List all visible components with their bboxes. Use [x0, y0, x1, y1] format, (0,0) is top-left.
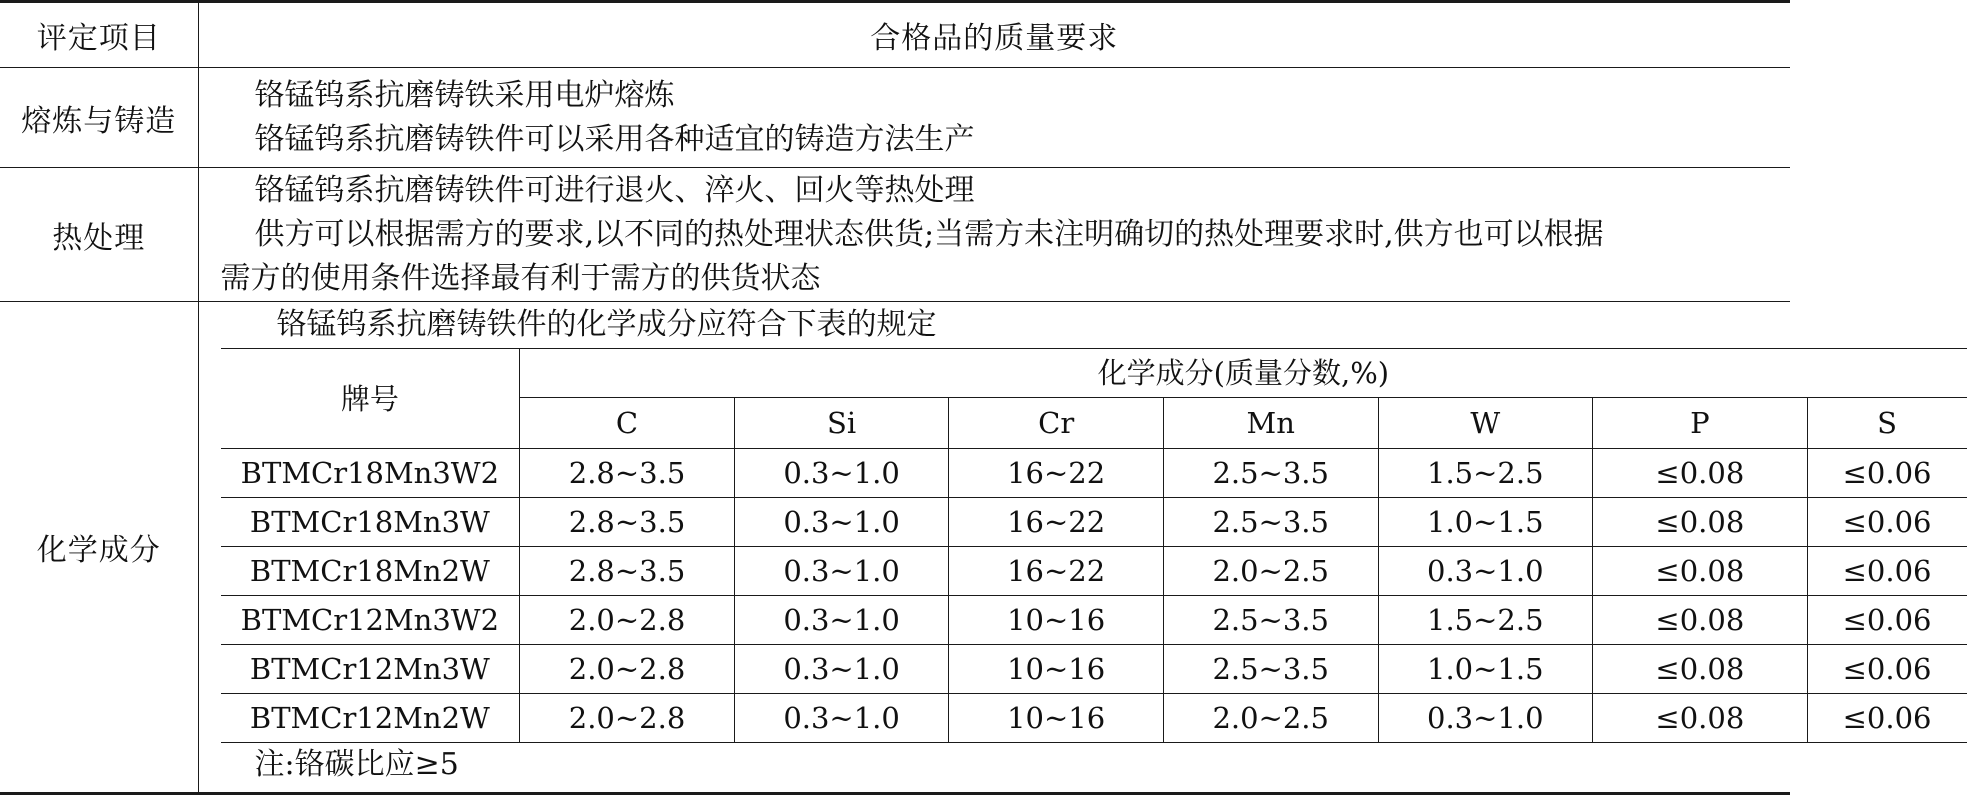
value-cell-c: 2.8~3.5: [520, 449, 735, 498]
table-row: [221, 449, 1967, 498]
heat-treatment-line-3: 需方的使用条件选择最有利于需方的供货状态: [220, 260, 821, 296]
value-cell-w: 1.0~1.5: [1378, 498, 1593, 547]
value-cell-cr: 10~16: [949, 694, 1164, 743]
value-cell-c: 2.8~3.5: [520, 498, 735, 547]
table-row: [221, 645, 1967, 694]
value-cell-mn: 2.0~2.5: [1163, 694, 1378, 743]
value-cell-mn: 2.5~3.5: [1163, 645, 1378, 694]
value-cell-mn: 2.5~3.5: [1163, 596, 1378, 645]
value-cell-w: 1.5~2.5: [1378, 596, 1593, 645]
value-cell-p: ≤0.08: [1593, 547, 1808, 596]
grade-cell: BTMCr18Mn3W: [221, 498, 520, 547]
value-cell-cr: 10~16: [949, 645, 1164, 694]
grade-cell: BTMCr12Mn2W: [221, 694, 520, 743]
composition-table: [221, 348, 1967, 743]
value-cell-si: 0.3~1.0: [734, 547, 949, 596]
value-cell-p: ≤0.08: [1593, 645, 1808, 694]
table-row: [221, 596, 1967, 645]
element-header-w: W: [1378, 398, 1593, 449]
element-header-si: Si: [734, 398, 949, 449]
smelting-content: [198, 68, 1790, 168]
value-cell-mn: 2.5~3.5: [1163, 498, 1378, 547]
value-cell-mn: 2.0~2.5: [1163, 547, 1378, 596]
value-cell-si: 0.3~1.0: [734, 694, 949, 743]
value-cell-cr: 10~16: [949, 596, 1164, 645]
smelting-line-2: 铬锰钨系抗磨铸铁件可以采用各种适宜的铸造方法生产: [254, 121, 975, 157]
heat-treatment-row: [0, 168, 1790, 302]
value-cell-p: ≤0.08: [1593, 596, 1808, 645]
grade-cell: BTMCr12Mn3W2: [221, 596, 520, 645]
grade-cell: BTMCr18Mn2W: [221, 547, 520, 596]
table-row: [221, 694, 1967, 743]
table-row: [221, 547, 1967, 596]
value-cell-w: 0.3~1.0: [1378, 694, 1593, 743]
heat-treatment-line-1: 铬锰钨系抗磨铸铁件可进行退火、淬火、回火等热处理: [254, 172, 975, 208]
chemical-composition-intro: 铬锰钨系抗磨铸铁件的化学成分应符合下表的规定: [276, 307, 937, 342]
value-cell-si: 0.3~1.0: [734, 449, 949, 498]
value-cell-c: 2.0~2.8: [520, 596, 735, 645]
value-cell-p: ≤0.08: [1593, 449, 1808, 498]
value-cell-si: 0.3~1.0: [734, 645, 949, 694]
value-cell-si: 0.3~1.0: [734, 498, 949, 547]
element-header-s: S: [1807, 398, 1966, 449]
value-cell-c: 2.0~2.8: [520, 694, 735, 743]
value-cell-s: ≤0.06: [1807, 449, 1966, 498]
value-cell-w: 1.0~1.5: [1378, 645, 1593, 694]
smelting-row: [0, 68, 1790, 168]
grade-cell: BTMCr18Mn3W2: [221, 449, 520, 498]
chemical-composition-label: 化学成分: [0, 302, 198, 794]
smelting-label: 熔炼与铸造: [0, 68, 198, 168]
value-cell-s: ≤0.06: [1807, 498, 1966, 547]
value-cell-s: ≤0.06: [1807, 596, 1966, 645]
value-cell-cr: 16~22: [949, 547, 1164, 596]
composition-header-row: [221, 349, 1967, 398]
element-header-c: C: [520, 398, 735, 449]
value-cell-c: 2.8~3.5: [520, 547, 735, 596]
heat-treatment-line-2: 供方可以根据需方的要求,以不同的热处理状态供货;当需方未注明确切的热处理要求时,供方也可以根据: [254, 216, 1604, 252]
chemical-composition-content: [198, 302, 1932, 794]
smelting-line-1: 铬锰钨系抗磨铸铁采用电炉熔炼: [254, 77, 675, 113]
value-cell-p: ≤0.08: [1593, 694, 1808, 743]
value-cell-p: ≤0.08: [1593, 498, 1808, 547]
grade-cell: BTMCr12Mn3W: [221, 645, 520, 694]
composition-header: 化学成分(质量分数,%): [520, 349, 1967, 398]
chemical-composition-row: [0, 302, 1790, 794]
element-header-mn: Mn: [1163, 398, 1378, 449]
element-header-p: P: [1593, 398, 1808, 449]
header-item-label: 评定项目: [0, 2, 198, 68]
value-cell-w: 1.5~2.5: [1378, 449, 1593, 498]
heat-treatment-label: 热处理: [0, 168, 198, 302]
header-row: [0, 2, 1790, 68]
header-requirement-label: 合格品的质量要求: [198, 2, 1790, 68]
value-cell-s: ≤0.06: [1807, 645, 1966, 694]
table-row: [221, 498, 1967, 547]
value-cell-s: ≤0.06: [1807, 547, 1966, 596]
element-header-cr: Cr: [949, 398, 1164, 449]
value-cell-c: 2.0~2.8: [520, 645, 735, 694]
value-cell-mn: 2.5~3.5: [1163, 449, 1378, 498]
grade-header: 牌号: [221, 349, 520, 449]
value-cell-cr: 16~22: [949, 498, 1164, 547]
chromium-carbon-ratio-note: 注:铬碳比应≥5: [254, 747, 459, 782]
value-cell-s: ≤0.06: [1807, 694, 1966, 743]
value-cell-si: 0.3~1.0: [734, 596, 949, 645]
heat-treatment-content: [198, 168, 1790, 302]
value-cell-w: 0.3~1.0: [1378, 547, 1593, 596]
value-cell-cr: 16~22: [949, 449, 1164, 498]
